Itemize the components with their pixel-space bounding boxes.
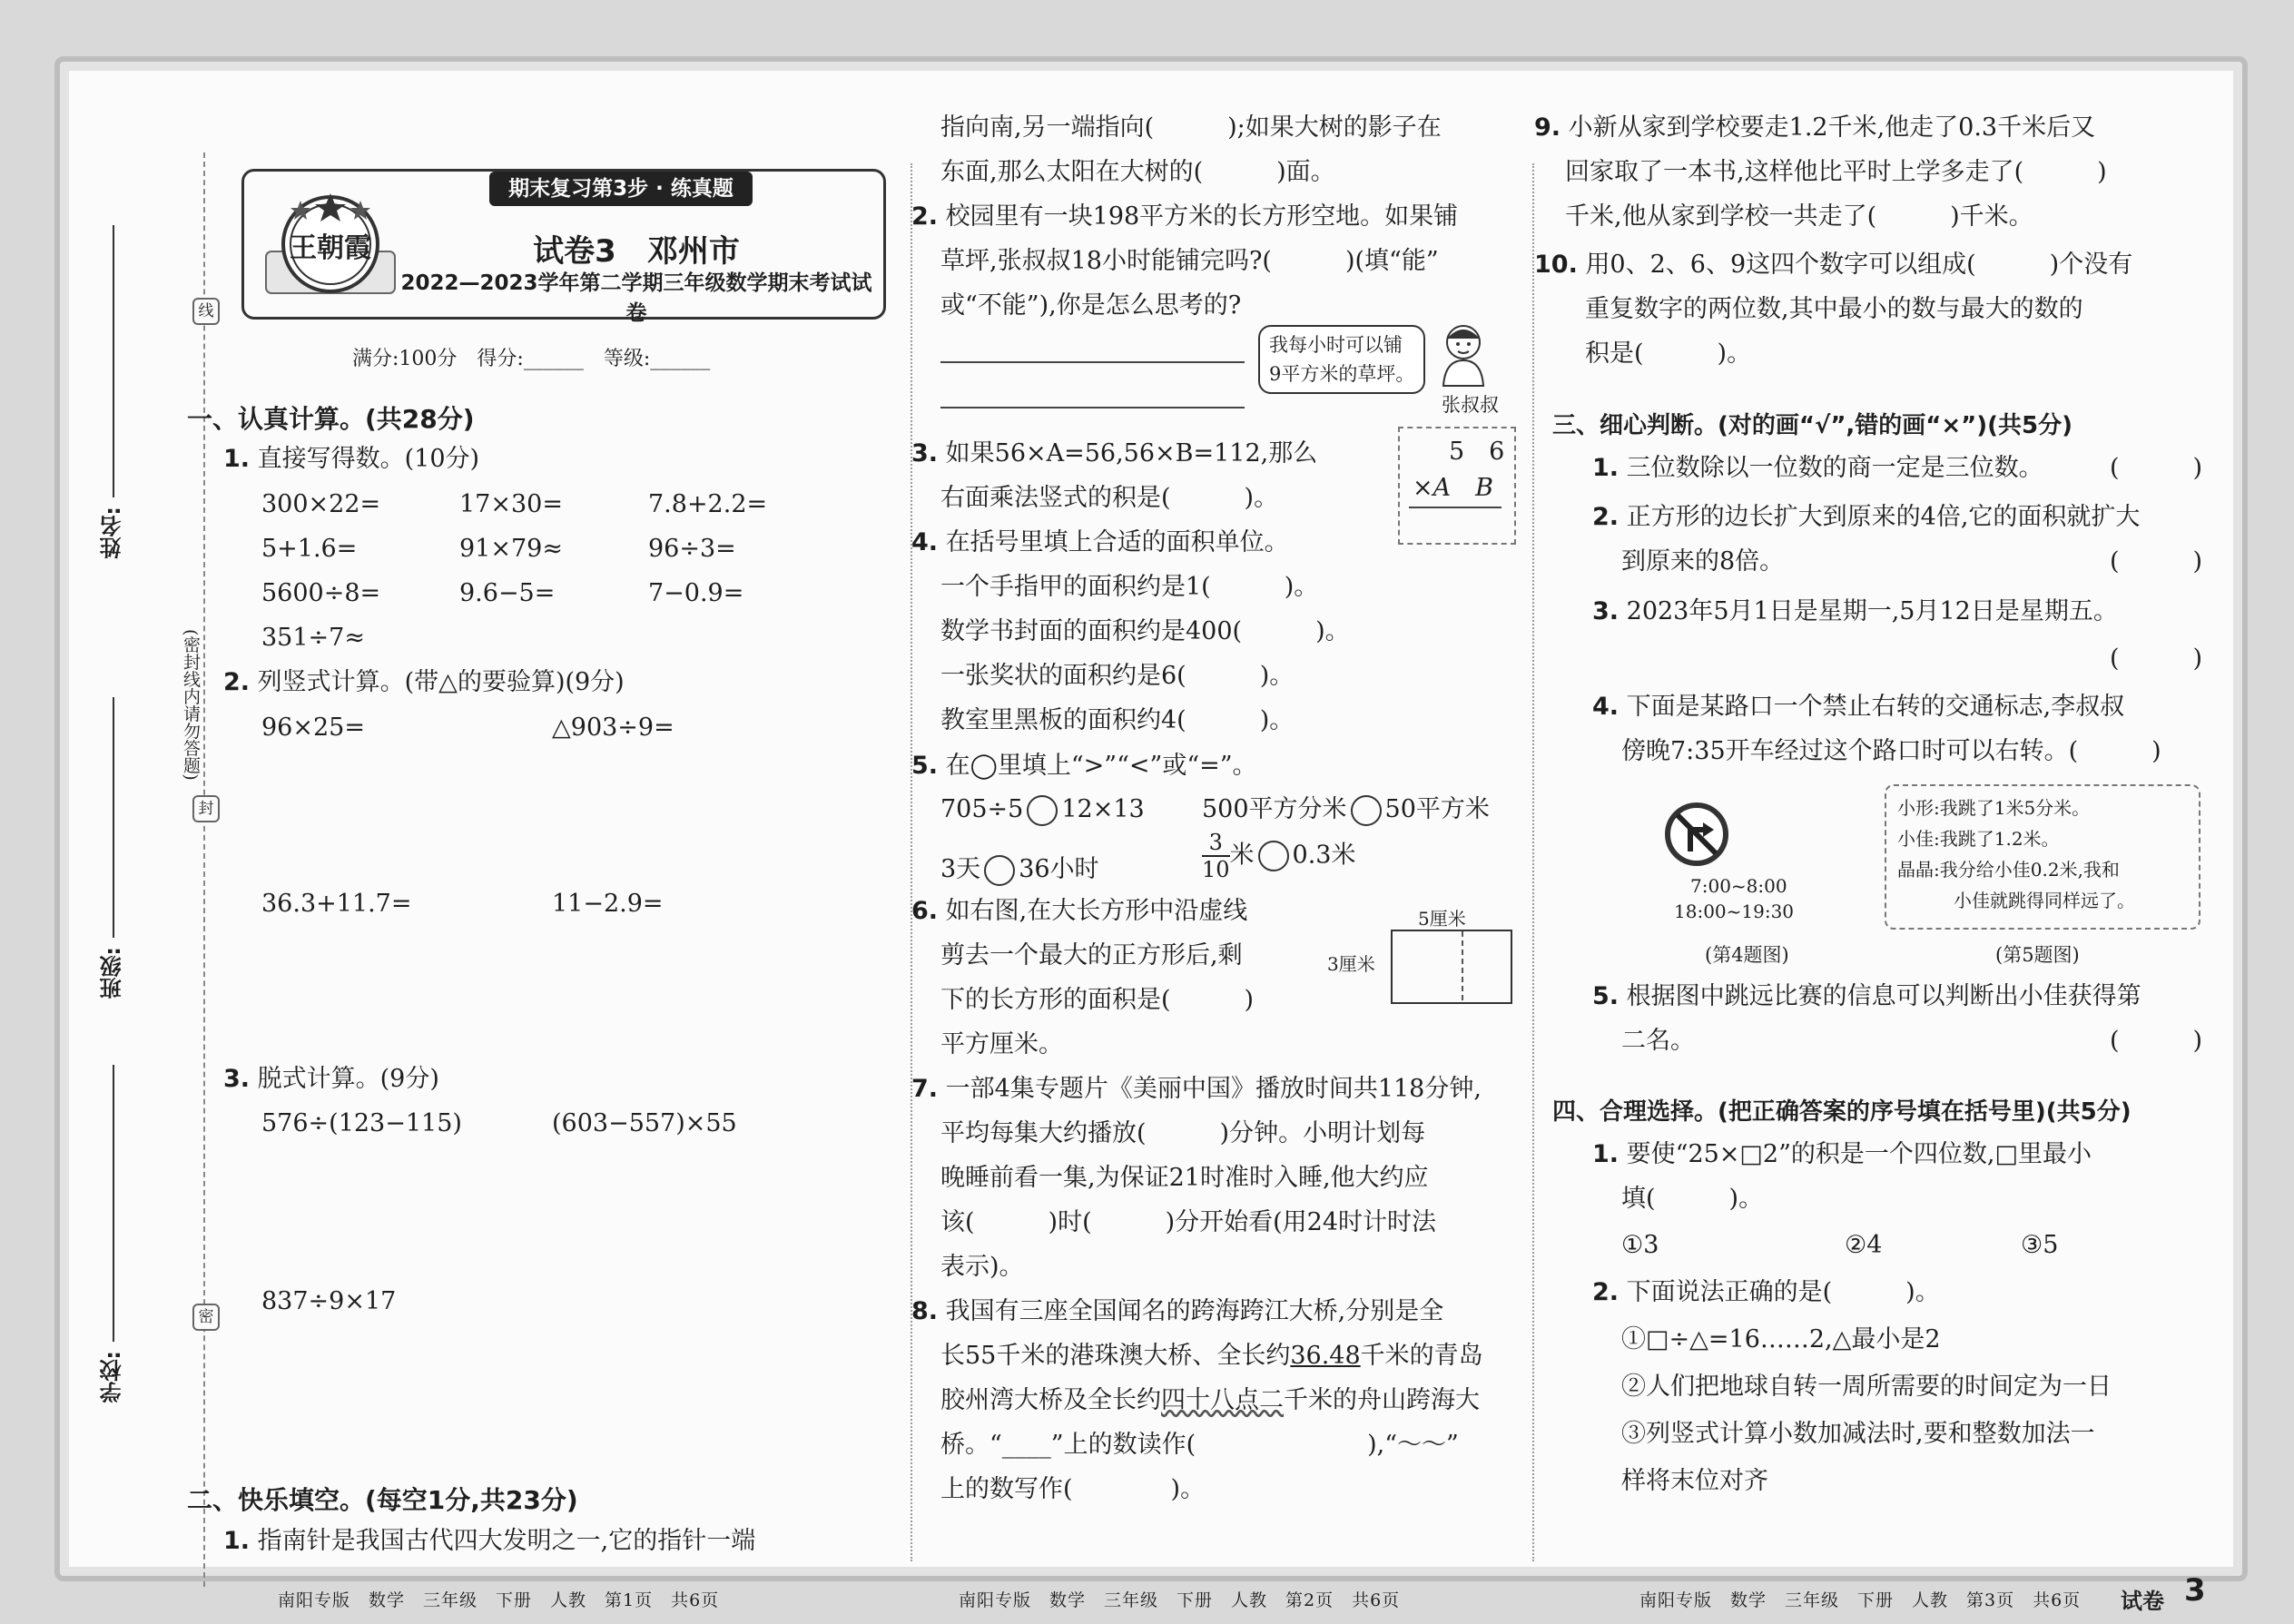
rect-width-label: 5厘米 [1418,908,1466,930]
oral-r3c1: 5600÷8= [261,579,381,607]
step-2: (603−557)×55 [552,1109,737,1137]
oral-r2c3: 96÷3= [648,535,736,563]
q1-2: 2. 列竖式计算。(带△的要验算)(9分) [223,668,625,696]
f6-line3: 下的长方形的面积是( ) [940,986,1255,1014]
footer-page-2: 南阳专版 数学 三年级 下册 人教 第2页 共6页 [959,1590,1401,1610]
f8-line2: 长55千米的港珠澳大桥、全长约36.48千米的青岛 [940,1342,1483,1370]
exam-subtitle: 2022—2023学年第二学期三年级数学期末考试试卷 [400,271,872,325]
name-label: 姓名: [100,507,125,559]
sign-time-2: 18:00~19:30 [1674,901,1795,922]
j2-line1: 2. 正方形的边长扩大到原来的4倍,它的面积就扩大 [1592,503,2141,531]
q1-1: 1. 直接写得数。(10分) [223,445,480,473]
brand-logo [262,188,399,304]
exam-sheet [54,56,2248,1614]
c1-option-3: ③5 [2021,1231,2059,1259]
f2-line3: 或“不能”),你是怎么思考的? [940,291,1242,320]
score-line: 满分:100分 得分:______ 等级:______ [352,348,711,370]
j5-line1: 5. 根据图中跳远比赛的信息可以判断出小佳获得第 [1592,982,2141,1010]
j1-line: 1. 三位数除以一位数的商一定是三位数。 [1592,454,2043,482]
f8-line5: 上的数写作( )。 [940,1475,1206,1503]
binding-line [203,153,205,1587]
jump-line-4: 小佳就跳得同样远了。 [1954,890,2135,911]
rectangle-figure [1391,930,1512,1004]
rect-dashed-cut [1462,931,1463,1000]
f5-line1: 5. 在◯里填上“>”“<”或“=”。 [911,752,1257,780]
fig5-caption: (第5题图) [1995,944,2080,966]
compare-circle-2[interactable] [1351,795,1382,826]
vert-mult-top: 5 6 [1449,438,1505,466]
c2-option-1: ①□÷△=16……2,△最小是2 [1621,1325,1941,1353]
footer-page-3: 南阳专版 数学 三年级 下册 人教 第3页 共6页 [1639,1590,2082,1610]
c1-line2: 填( )。 [1621,1185,1764,1213]
f4-line1: 4. 在括号里填上合适的面积单位。 [911,528,1289,556]
f1-line2: 指向南,另一端指向( );如果大树的影子在 [940,113,1442,142]
f6-line4: 平方厘米。 [940,1030,1063,1058]
oral-r1c3: 7.8+2.2= [648,490,768,518]
f4-line3: 数学书封面的面积约是400( )。 [940,617,1350,645]
f2-answer-line-2 [940,407,1245,408]
uncle-caption: 张叔叔 [1442,394,1499,416]
oral-r1c1: 300×22= [261,490,381,518]
section-4-heading: 四、合理选择。(把正确答案的序号填在括号里)(共5分) [1552,1098,2132,1126]
step-3: 837÷9×17 [261,1287,397,1315]
f7-line5: 表示)。 [940,1253,1024,1281]
oral-r3c3: 7−0.9= [648,579,744,607]
j2-paren[interactable]: ( ) [2110,547,2203,576]
no-right-turn-arrow-icon [1665,802,1728,866]
f2-answer-line-1 [940,361,1245,363]
step-1: 576÷(123−115) [261,1109,462,1137]
c1-option-2: ②4 [1845,1231,1883,1259]
f5-row1b: 500平方分米 50平方米 [1202,793,1490,826]
j1-paren[interactable]: ( ) [2110,454,2203,482]
svg-text:王朝霞: 王朝霞 [290,232,371,264]
f7-line3: 晚睡前看一集,为保证21时准时入睡,他大约应 [940,1164,1429,1192]
f6-line2: 剪去一个最大的正方形后,剩 [940,941,1243,969]
section-3-heading: 三、细心判断。(对的画“√”,错的画“×”)(共5分) [1552,412,2072,439]
f9-line1: 9. 小新从家到学校要走1.2千米,他走了0.3千米后又 [1534,113,2096,142]
j3-paren[interactable]: ( ) [2110,645,2203,673]
f10-line2: 重复数字的两位数,其中最小的数与最大的数的 [1585,295,2083,323]
jump-line-3: 晶晶:我分给小佳0.2米,我和 [1897,859,2120,881]
f5-row2b: $\frac{3}{10}$ 米 0.3米 [1202,830,1356,882]
f7-line1: 7. 一部4集专题片《美丽中国》播放时间共118分钟, [911,1075,1482,1103]
vert-1: 96×25= [261,714,365,742]
f5-row1: 705÷5 12×13 [940,793,1145,826]
f7-line2: 平均每集大约播放( )分钟。小明计划每 [940,1119,1426,1147]
f8-line3: 胶州湾大桥及全长约四十八点二千米的舟山跨海大 [940,1386,1480,1414]
f4-line4: 一张奖状的面积约是6( )。 [940,662,1295,690]
binding-char-xian: 线 [192,298,220,325]
vert-mult-line [1409,507,1501,508]
compare-circle-4[interactable] [1258,841,1289,871]
c2-option-3-cont: 样将末位对齐 [1621,1467,1768,1495]
class-label: 班级: [100,947,125,999]
vert-3: 36.3+11.7= [261,890,412,918]
oral-r4c1: 351÷7≈ [261,624,365,652]
oral-r2c1: 5+1.6= [261,535,358,563]
j3-line: 3. 2023年5月1日是星期一,5月12日是星期五。 [1592,597,2118,625]
f8-line1: 8. 我国有三座全国闻名的跨海跨江大桥,分别是全 [911,1297,1444,1325]
c2-option-2: ②人们把地球自转一周所需要的时间定为一日 [1621,1373,2112,1401]
f3-line1: 3. 如果56×A=56,56×B=112,那么 [911,439,1318,468]
speech-bubble: 我每小时可以铺 9平方米的草坪。 [1258,325,1425,394]
section-2-heading: 二、快乐填空。(每空1分,共23分) [187,1485,578,1515]
j5-paren[interactable]: ( ) [2110,1027,2203,1055]
jump-line-2: 小佳:我跳了1.2米。 [1897,828,2060,850]
c1-line1: 1. 要使“25×□2”的积是一个四位数,□里最小 [1592,1140,2092,1168]
footer-tag: 试卷 [2121,1589,2164,1614]
school-line [113,1065,114,1342]
f4-line5: 教室里黑板的面积约4( )。 [940,706,1295,734]
column-divider-2 [1532,163,1534,1561]
column-divider-1 [911,163,912,1561]
compare-circle-3[interactable] [984,855,1015,886]
class-line [113,697,114,938]
exam-header [241,169,886,325]
f3-line2: 右面乘法竖式的积是( )。 [940,484,1279,512]
footer-page-1: 南阳专版 数学 三年级 下册 人教 第1页 共6页 [278,1590,720,1610]
oral-r3c2: 9.6−5= [459,579,556,607]
f9-line3: 千米,他从家到学校一共走了( )千米。 [1565,202,2033,231]
j2-line2: 到原来的8倍。 [1621,547,1785,576]
f10-line1: 10. 用0、2、6、9这四个数字可以组成( )个没有 [1534,251,2133,279]
review-banner: 期末复习第3步 · 练真题 [489,172,753,206]
footer-number: 3 [2184,1572,2206,1609]
oral-r2c2: 91×79≈ [459,535,563,563]
f7-line4: 该( )时( )分开始看(用24时计时法 [940,1208,1437,1236]
binding-notice: (密封线内请勿答题) [181,629,201,781]
sign-time-1: 7:00~8:00 [1690,875,1787,897]
c2-line1: 2. 下面说法正确的是( )。 [1592,1278,1940,1306]
j4-line2: 傍晚7:35开车经过这个路口时可以右转。( ) [1621,737,2161,765]
school-label: 学校: [100,1351,125,1403]
j5-line2: 二名。 [1621,1027,1695,1055]
f1-line1: 1. 指南针是我国古代四大发明之一,它的指针一端 [223,1527,756,1555]
vert-mult-bottom: ×A B [1413,474,1493,502]
f8-line4: 桥。“____”上的数读作( ),“～～” [940,1431,1459,1459]
name-line [113,225,114,497]
f5-row2: 3天 36小时 [940,853,1099,886]
f10-line3: 积是( )。 [1585,340,1752,368]
compare-circle-1[interactable] [1027,795,1058,826]
binding-char-mi: 密 [192,1304,220,1331]
f6-line1: 6. 如右图,在大长方形中沿虚线 [911,897,1248,925]
f2-line1: 2. 校园里有一块198平方米的长方形空地。如果铺 [911,202,1459,231]
exam-title: 试卷3 邓州市 [533,233,740,270]
section-1-heading: 一、认真计算。(共28分) [187,404,475,434]
c2-option-3: ③列竖式计算小数加减法时,要和整数加法一 [1621,1420,2095,1448]
rect-height-label: 3厘米 [1327,953,1375,975]
f4-line2: 一个手指甲的面积约是1( )。 [940,573,1319,601]
f9-line2: 回家取了一本书,这样他比平时上学多走了( ) [1565,158,2107,186]
binding-char-feng: 封 [192,795,220,822]
q1-3: 3. 脱式计算。(9分) [223,1065,439,1093]
uncle-icon [1436,320,1491,388]
f1-line3: 东面,那么太阳在大树的( )面。 [940,158,1335,186]
jump-line-1: 小形:我跳了1米5分米。 [1897,797,2091,819]
vert-2: △903÷9= [552,714,674,742]
vert-4: 11−2.9= [552,890,664,918]
fig4-caption: (第4题图) [1705,944,1789,966]
oral-r1c2: 17×30= [459,490,563,518]
c1-option-1: ①3 [1621,1231,1659,1259]
f2-line2: 草坪,张叔叔18小时能铺完吗?( )(填“能” [940,247,1439,275]
j4-line1: 4. 下面是某路口一个禁止右转的交通标志,李叔叔 [1592,693,2125,721]
